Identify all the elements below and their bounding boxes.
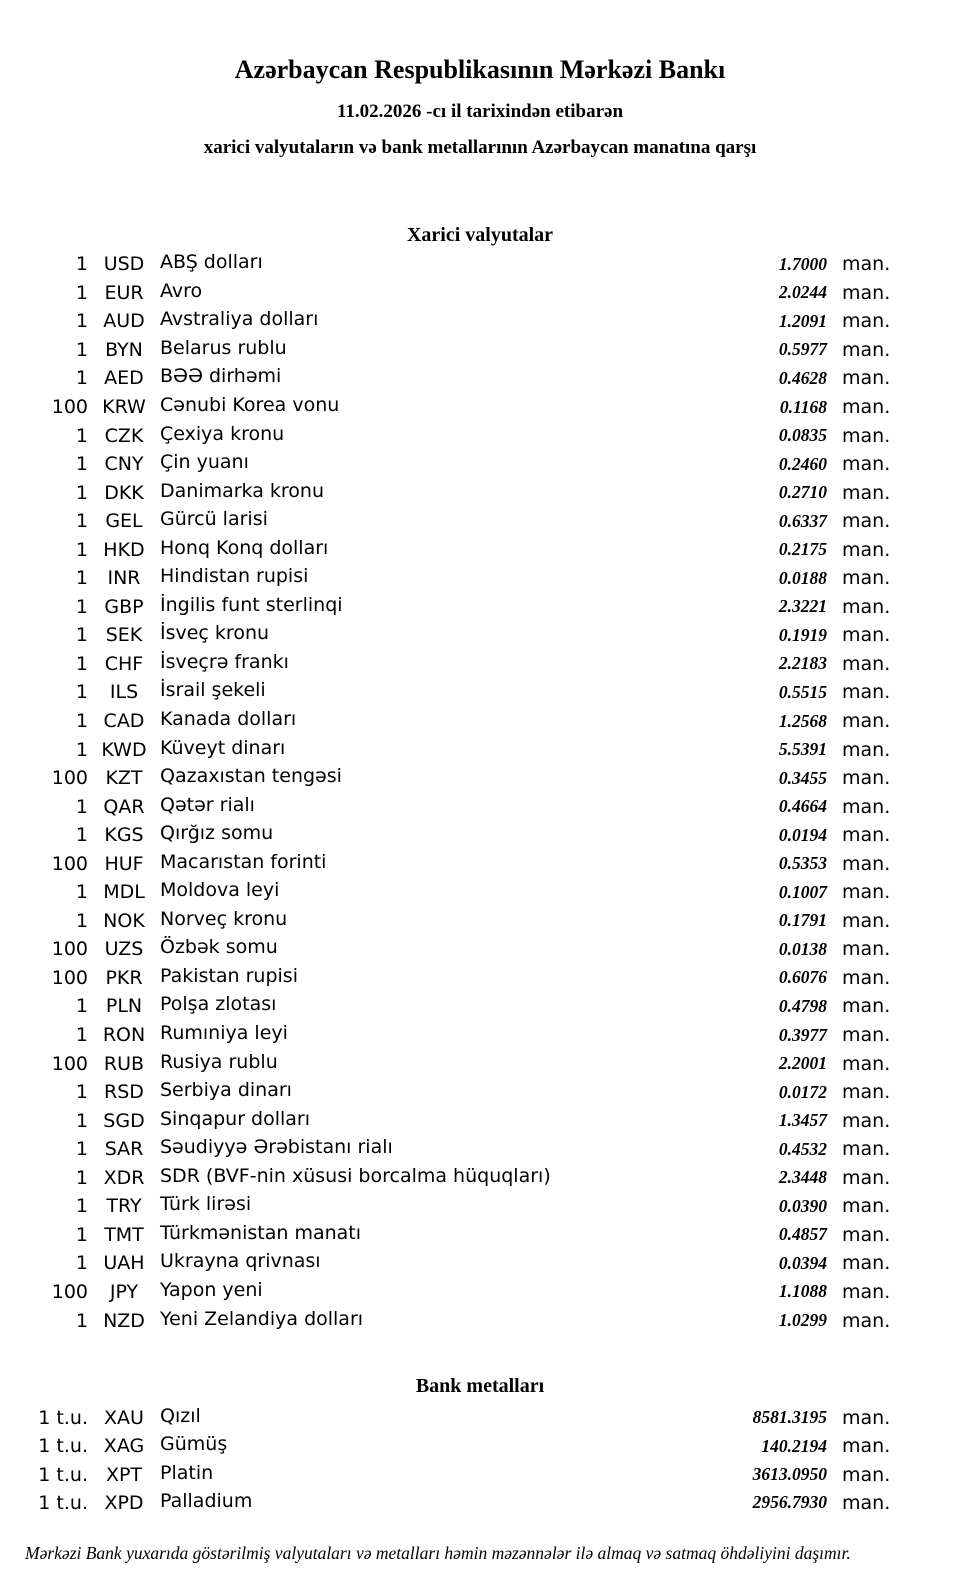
- table-row: [0, 1404, 960, 1432]
- currency-code-cell: HKD: [103, 538, 145, 561]
- quantity-cell: 1: [75, 995, 88, 1018]
- currency-code-cell: TMT: [104, 1223, 144, 1246]
- currency-code-cell: MDL: [103, 881, 145, 904]
- currency-unit-cell: man.: [842, 1406, 891, 1429]
- rate-value-cell: 0.2460: [778, 453, 827, 474]
- currency-name-cell: Gürcü larisi: [160, 508, 268, 531]
- rate-value-cell: 0.2710: [778, 482, 827, 503]
- currency-name-cell: Macarıstan forinti: [160, 850, 327, 873]
- document-header: [0, 0, 960, 159]
- currency-unit-cell: man.: [842, 453, 891, 476]
- quantity-cell: 100: [51, 852, 88, 875]
- rate-value-cell: 2.2183: [778, 653, 827, 674]
- rate-value-cell: 0.4798: [778, 995, 827, 1016]
- quantity-cell: 100: [51, 966, 88, 989]
- currency-unit-cell: man.: [842, 938, 891, 961]
- currency-code-cell: QAR: [103, 795, 145, 818]
- rate-value-cell: 1.2568: [778, 710, 827, 731]
- currency-unit-cell: man.: [842, 1463, 891, 1486]
- rate-value-cell: 0.6076: [778, 967, 827, 988]
- currency-code-cell: XAU: [104, 1406, 144, 1429]
- table-row: [0, 1021, 960, 1050]
- rate-value-cell: 0.1791: [778, 910, 827, 931]
- table-row: [0, 279, 960, 308]
- metals-section-title: Bank metalları: [415, 1374, 545, 1397]
- currency-unit-cell: man.: [842, 253, 891, 276]
- currency-unit-cell: man.: [842, 396, 891, 418]
- currency-name-cell: Honq Konq dolları: [160, 536, 329, 559]
- currency-code-cell: DKK: [104, 481, 144, 504]
- currency-unit-cell: man.: [842, 424, 891, 447]
- currency-unit-cell: man.: [842, 1223, 891, 1246]
- currency-code-cell: UZS: [104, 938, 144, 961]
- table-row: [0, 1249, 960, 1278]
- currency-name-cell: Serbiya dinarı: [160, 1079, 292, 1102]
- rate-value-cell: 0.5515: [778, 681, 827, 702]
- currency-name-cell: Platin: [160, 1461, 214, 1484]
- table-row: [0, 1106, 960, 1135]
- rate-value-cell: 0.4664: [778, 796, 827, 817]
- currency-code-cell: CZK: [104, 424, 144, 447]
- currency-name-cell: İsveç kronu: [160, 622, 270, 645]
- rate-value-cell: 0.0138: [778, 938, 827, 959]
- currency-code-cell: XDR: [103, 1166, 145, 1189]
- currency-code-cell: PLN: [105, 995, 143, 1018]
- currency-unit-cell: man.: [842, 852, 891, 875]
- currency-name-cell: Danimarka kronu: [160, 479, 325, 502]
- table-row: [0, 849, 960, 878]
- rate-value-cell: 2.2001: [778, 1053, 827, 1074]
- quantity-cell: 1: [75, 909, 88, 932]
- table-row: [0, 1460, 960, 1488]
- currency-code-cell: XPT: [105, 1463, 143, 1486]
- currency-name-cell: Moldova leyi: [160, 879, 280, 902]
- quantity-cell: 1: [75, 424, 88, 447]
- table-row: [0, 1192, 960, 1221]
- currency-unit-cell: man.: [842, 1309, 891, 1332]
- currency-name-cell: Belarus rublu: [160, 336, 287, 359]
- table-row: [0, 1432, 960, 1460]
- currency-name-cell: BƏƏ dirhəmi: [160, 365, 282, 388]
- rate-value-cell: 1.1088: [778, 1281, 827, 1302]
- table-row: [0, 564, 960, 593]
- quantity-cell: 1 t.u.: [38, 1406, 88, 1429]
- table-row: [0, 992, 960, 1021]
- rate-value-cell: 1.0299: [778, 1310, 827, 1330]
- rate-value-cell: 0.0172: [778, 1081, 827, 1102]
- quantity-cell: 1: [75, 881, 88, 904]
- table-row: [0, 507, 960, 536]
- currency-code-cell: HUF: [104, 852, 144, 875]
- currency-name-cell: Küveyt dinarı: [160, 736, 286, 759]
- table-row: [0, 478, 960, 507]
- table-row: [0, 764, 960, 793]
- quantity-cell: 1: [75, 824, 88, 847]
- currency-unit-cell: man.: [842, 624, 891, 647]
- currency-name-cell: Palladium: [160, 1489, 253, 1512]
- currency-code-cell: GEL: [105, 510, 143, 533]
- currency-code-cell: SEK: [105, 624, 143, 647]
- quantity-cell: 100: [51, 1280, 88, 1303]
- table-row: [0, 1078, 960, 1107]
- currency-code-cell: NOK: [103, 909, 145, 932]
- currency-code-cell: PKR: [105, 966, 143, 989]
- currency-unit-cell: man.: [842, 281, 891, 304]
- table-row: [0, 1306, 960, 1335]
- quantity-cell: 1: [75, 338, 88, 361]
- quantity-cell: 1: [75, 595, 88, 618]
- currency-unit-cell: man.: [842, 595, 891, 618]
- currency-name-cell: ABŞ dolları: [160, 251, 263, 274]
- table-row: [0, 878, 960, 907]
- currencies-section-title: Xarici valyutalar: [406, 224, 554, 246]
- rate-value-cell: 1.3457: [778, 1110, 827, 1131]
- currency-code-cell: SGD: [103, 1109, 145, 1132]
- rate-value-cell: 0.0394: [778, 1252, 827, 1273]
- currency-unit-cell: man.: [842, 338, 891, 361]
- currency-code-cell: SAR: [104, 1138, 144, 1161]
- currency-name-cell: Hindistan rupisi: [160, 565, 309, 588]
- rate-value-cell: 0.5977: [778, 339, 827, 360]
- currency-name-cell: Qazaxıstan tengəsi: [160, 765, 342, 788]
- quantity-cell: 1: [75, 481, 88, 504]
- quantity-cell: 100: [51, 1052, 88, 1075]
- currency-unit-cell: man.: [842, 1109, 891, 1132]
- rate-value-cell: 140.2194: [761, 1435, 827, 1456]
- quantity-cell: 1: [75, 1252, 88, 1275]
- currency-unit-cell: man.: [842, 567, 891, 590]
- table-row: [0, 421, 960, 450]
- quantity-cell: 1: [75, 1081, 88, 1104]
- rate-value-cell: 0.1919: [778, 624, 827, 645]
- rate-value-cell: 0.4628: [778, 367, 827, 388]
- currency-code-cell: JPY: [109, 1280, 139, 1303]
- table-row: [0, 792, 960, 821]
- currency-name-cell: Avstraliya dolları: [160, 308, 319, 331]
- table-row: [0, 678, 960, 707]
- currency-unit-cell: man.: [842, 1280, 891, 1303]
- currency-name-cell: Pakistan rupisi: [160, 964, 298, 987]
- table-row: [0, 393, 960, 422]
- quantity-cell: 1: [75, 510, 88, 533]
- rate-value-cell: 0.1007: [778, 881, 827, 902]
- currency-unit-cell: man.: [842, 652, 891, 675]
- currency-unit-cell: man.: [842, 367, 891, 390]
- table-row: [0, 1135, 960, 1164]
- currency-unit-cell: man.: [842, 738, 891, 761]
- currency-code-cell: CAD: [103, 710, 145, 733]
- quantity-cell: 100: [51, 938, 88, 961]
- quantity-cell: 1: [75, 567, 88, 590]
- footer-disclaimer: Mərkəzi Bank yuxarıda göstərilmiş valyutaları və metalları həmin məzənnələr ilə almaq və satmaq öhdəliyini daşımır.: [25, 1542, 851, 1563]
- currency-code-cell: KWD: [101, 738, 147, 761]
- currency-rows: [0, 250, 960, 1335]
- rate-value-cell: 0.5353: [778, 853, 827, 874]
- rate-value-cell: 0.3977: [778, 1024, 827, 1045]
- quantity-cell: 1: [75, 1166, 88, 1189]
- currency-unit-cell: man.: [842, 538, 891, 561]
- currency-code-cell: USD: [103, 253, 145, 276]
- currency-code-cell: EUR: [104, 281, 144, 304]
- currency-name-cell: Yapon yeni: [160, 1278, 263, 1301]
- rate-value-cell: 1.2091: [778, 310, 827, 331]
- currency-unit-cell: man.: [842, 1252, 891, 1275]
- metal-rows: [0, 1404, 960, 1517]
- currency-code-cell: TRY: [106, 1195, 142, 1218]
- currency-code-cell: RUB: [103, 1052, 145, 1075]
- quantity-cell: 1: [75, 367, 88, 390]
- rate-value-cell: 0.0390: [778, 1195, 827, 1216]
- currency-name-cell: Səudiyyə Ərəbistanı rialı: [160, 1136, 393, 1159]
- table-row: [0, 821, 960, 850]
- currency-unit-cell: man.: [842, 1166, 891, 1189]
- currency-unit-cell: man.: [842, 310, 891, 333]
- quantity-cell: 1 t.u.: [38, 1435, 88, 1458]
- rate-value-cell: 8581.3195: [752, 1407, 827, 1428]
- quantity-cell: 1: [75, 681, 88, 704]
- rate-value-cell: 5.5391: [778, 739, 827, 760]
- currency-unit-cell: man.: [842, 681, 891, 704]
- currency-unit-cell: man.: [842, 1024, 891, 1047]
- currency-name-cell: Rumıniya leyi: [160, 1022, 288, 1045]
- rate-value-cell: 3613.0950: [752, 1464, 827, 1485]
- quantity-cell: 1: [75, 253, 88, 276]
- table-row: [0, 593, 960, 622]
- table-row: [0, 250, 960, 279]
- currency-name-cell: Gümüş: [160, 1433, 228, 1456]
- currency-unit-cell: man.: [842, 824, 891, 847]
- currency-name-cell: Sinqapur dolları: [160, 1107, 311, 1130]
- currency-unit-cell: man.: [842, 881, 891, 904]
- rate-value-cell: 2.3221: [778, 596, 827, 617]
- currency-name-cell: Çexiya kronu: [160, 422, 285, 445]
- currency-name-cell: Türkmənistan manatı: [160, 1221, 362, 1244]
- currency-code-cell: XAG: [103, 1435, 145, 1458]
- rate-value-cell: 0.3455: [778, 767, 827, 788]
- table-row: [0, 1221, 960, 1250]
- table-row: [0, 964, 960, 993]
- currency-unit-cell: man.: [842, 1052, 891, 1075]
- effective-date-line: 11.02.2026 -cı il tarixindən etibarən: [336, 101, 624, 122]
- currency-code-cell: INR: [107, 567, 141, 590]
- rate-value-cell: 1.7000: [778, 253, 827, 274]
- rate-value-cell: 0.0194: [778, 824, 827, 845]
- rate-value-cell: 2.3448: [778, 1167, 827, 1188]
- bank-metals-section: [0, 1374, 960, 1517]
- currency-code-cell: AED: [104, 367, 144, 390]
- currency-code-cell: NZD: [103, 1309, 145, 1332]
- currency-unit-cell: man.: [842, 1138, 891, 1161]
- quantity-cell: 1: [75, 1138, 88, 1161]
- rate-value-cell: 0.2175: [778, 539, 827, 560]
- table-row: [0, 1489, 960, 1517]
- currency-name-cell: Qırğız somu: [160, 822, 274, 845]
- currency-unit-cell: man.: [842, 710, 891, 733]
- currency-name-cell: Qətər rialı: [160, 793, 255, 816]
- rate-value-cell: 0.6337: [778, 510, 827, 531]
- quantity-cell: 1: [75, 624, 88, 647]
- document-subtitle: xarici valyutaların və bank metallarının Azərbaycan manatına qarşı: [203, 137, 757, 158]
- rate-value-cell: 2956.7930: [752, 1492, 827, 1513]
- quantity-cell: 1: [75, 738, 88, 761]
- document-title: Azərbaycan Respublikasının Mərkəzi Bankı: [234, 55, 726, 84]
- foreign-currencies-section: [0, 223, 960, 1335]
- table-row: [0, 907, 960, 936]
- quantity-cell: 1: [75, 310, 88, 333]
- currency-code-cell: KZT: [105, 767, 143, 790]
- currency-unit-cell: man.: [842, 966, 891, 989]
- currency-code-cell: UAH: [103, 1252, 145, 1275]
- currency-code-cell: XPD: [104, 1491, 144, 1514]
- quantity-cell: 1: [75, 453, 88, 476]
- table-row: [0, 1049, 960, 1078]
- quantity-cell: 1: [75, 795, 88, 818]
- table-row: [0, 336, 960, 365]
- currency-name-cell: Norveç kronu: [160, 907, 288, 930]
- table-row: [0, 735, 960, 764]
- currency-name-cell: Rusiya rublu: [160, 1050, 278, 1073]
- currency-name-cell: İsrail şekeli: [160, 679, 266, 702]
- quantity-cell: 1: [75, 538, 88, 561]
- currency-name-cell: Kanada dolları: [160, 708, 297, 731]
- currency-name-cell: Yeni Zelandiya dolları: [160, 1307, 364, 1330]
- quantity-cell: 1: [75, 1223, 88, 1246]
- currency-unit-cell: man.: [842, 995, 891, 1018]
- quantity-cell: 1: [75, 710, 88, 733]
- currency-unit-cell: man.: [842, 1081, 891, 1104]
- currency-unit-cell: man.: [842, 510, 891, 533]
- table-row: [0, 621, 960, 650]
- rate-value-cell: 0.0188: [778, 567, 827, 588]
- currency-name-cell: İngilis funt sterlinqi: [160, 593, 343, 616]
- currency-code-cell: AUD: [103, 310, 145, 333]
- currency-code-cell: KRW: [102, 396, 146, 418]
- quantity-cell: 1: [75, 652, 88, 675]
- quantity-cell: 1: [75, 1309, 88, 1332]
- rate-value-cell: 0.0835: [778, 425, 827, 446]
- currency-name-cell: İsveçrə frankı: [160, 650, 289, 673]
- quantity-cell: 100: [51, 396, 88, 418]
- quantity-cell: 1: [75, 1109, 88, 1132]
- quantity-cell: 1: [75, 281, 88, 304]
- currency-unit-cell: man.: [842, 767, 891, 790]
- quantity-cell: 100: [51, 767, 88, 790]
- table-row: [0, 1164, 960, 1193]
- currency-name-cell: Çin yuanı: [160, 451, 249, 474]
- currency-code-cell: CNY: [104, 453, 144, 476]
- table-row: [0, 307, 960, 336]
- currency-code-cell: BYN: [105, 338, 143, 361]
- quantity-cell: 1 t.u.: [38, 1463, 88, 1486]
- rate-value-cell: 2.0244: [778, 282, 827, 303]
- currency-name-cell: Polşa zlotası: [160, 993, 277, 1016]
- currency-unit-cell: man.: [842, 795, 891, 818]
- currency-code-cell: RON: [102, 1024, 146, 1047]
- currency-unit-cell: man.: [842, 1435, 891, 1458]
- table-row: [0, 535, 960, 564]
- currency-name-cell: Avro: [160, 279, 203, 302]
- currency-name-cell: Türk lirəsi: [160, 1193, 252, 1216]
- rate-value-cell: 0.1168: [779, 396, 827, 417]
- table-row: [0, 450, 960, 479]
- currency-unit-cell: man.: [842, 1491, 891, 1514]
- rate-value-cell: 0.4532: [778, 1138, 827, 1159]
- currency-unit-cell: man.: [842, 909, 891, 932]
- table-row: [0, 364, 960, 393]
- currency-name-cell: Ukrayna qrivnası: [160, 1250, 321, 1273]
- table-row: [0, 935, 960, 964]
- table-row: [0, 1278, 960, 1307]
- rate-value-cell: 0.4857: [778, 1224, 827, 1245]
- currency-name-cell: Qızıl: [160, 1404, 201, 1427]
- quantity-cell: 1: [75, 1024, 88, 1047]
- currency-code-cell: RSD: [104, 1081, 144, 1104]
- currency-code-cell: KGS: [104, 824, 144, 847]
- currency-code-cell: ILS: [109, 681, 139, 704]
- currency-code-cell: CHF: [104, 652, 144, 675]
- table-row: [0, 650, 960, 679]
- currency-code-cell: GBP: [104, 595, 144, 618]
- quantity-cell: 1: [75, 1195, 88, 1218]
- currency-name-cell: Özbək somu: [160, 936, 278, 959]
- currency-unit-cell: man.: [842, 481, 891, 504]
- currency-name-cell: SDR (BVF-nin xüsusi borcalma hüquqları): [160, 1164, 551, 1187]
- currency-unit-cell: man.: [842, 1195, 891, 1218]
- table-row: [0, 707, 960, 736]
- currency-name-cell: Cənubi Korea vonu: [160, 394, 340, 416]
- quantity-cell: 1 t.u.: [38, 1491, 88, 1514]
